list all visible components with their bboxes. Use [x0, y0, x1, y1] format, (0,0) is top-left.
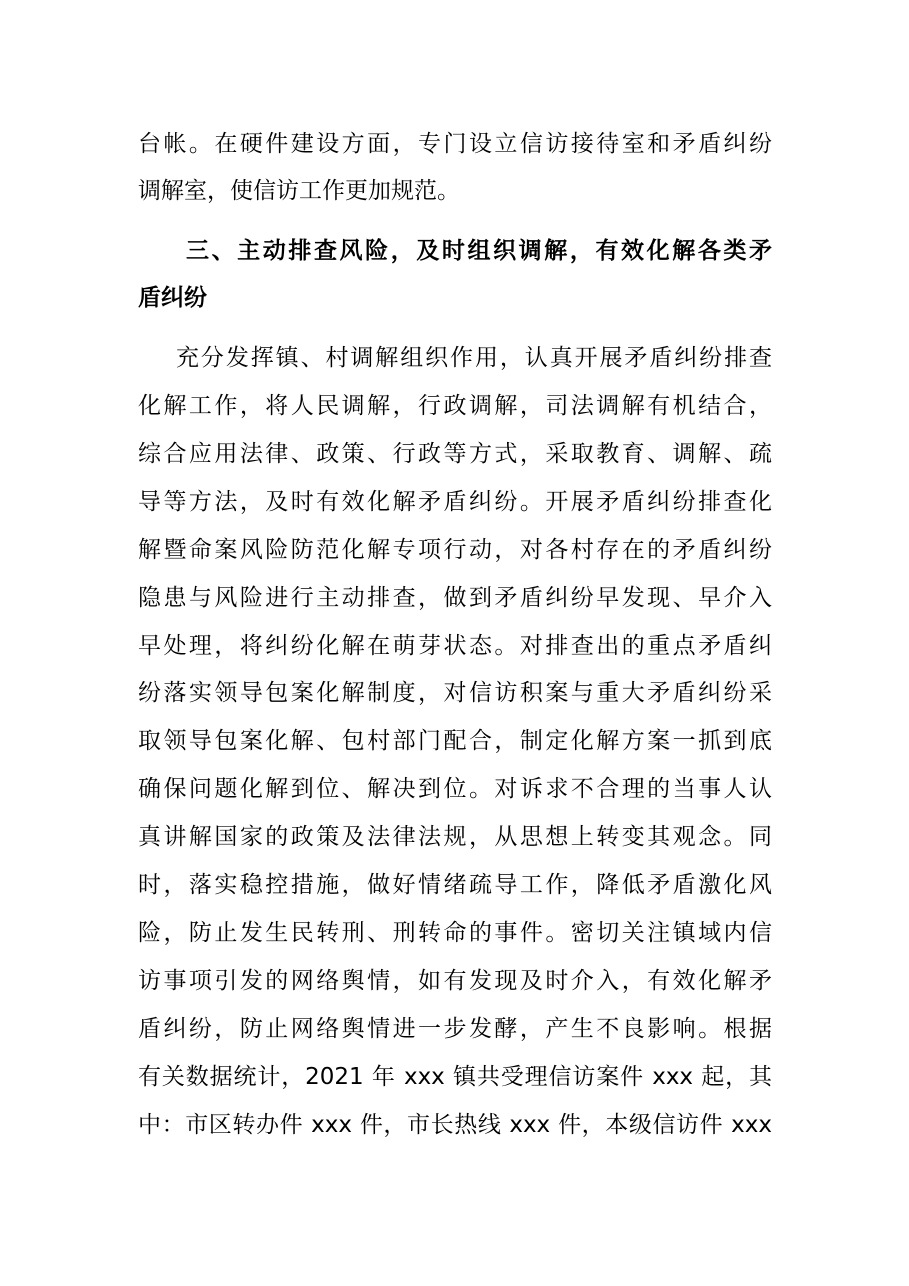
text-line: 险，防止发生民转刑、刑转命的事件。密切关注镇域内信 [138, 920, 772, 946]
text-line: 早处理，将纠纷化解在萌芽状态。对排查出的重点矛盾纠 [138, 633, 772, 659]
text-line: 解暨命案风险防范化解专项行动，对各村存在的矛盾纠纷 [138, 537, 772, 563]
text-line: 有关数据统计，2021 年 xxx 镇共受理信访案件 xxx 起，其 [138, 1064, 772, 1090]
text-line: 隐患与风险进行主动排查，做到矛盾纠纷早发现、早介入 [138, 585, 772, 611]
section-heading-line: 三、主动排查风险，及时组织调解，有效化解各类矛 [186, 238, 772, 264]
text-line: 调解室，使信访工作更加规范。 [138, 178, 460, 204]
text-line: 访事项引发的网络舆情，如有发现及时介入，有效化解矛 [138, 968, 772, 994]
text-line: 纷落实领导包案化解制度，对信访积案与重大矛盾纠纷采 [138, 680, 772, 706]
text-line: 综合应用法律、政策、行政等方式，采取教育、调解、疏 [138, 441, 772, 467]
text-line: 中：市区转办件 xxx 件，市长热线 xxx 件，本级信访件 xxx [138, 1112, 772, 1138]
section-heading-line: 盾纠纷 [138, 285, 207, 311]
text-line: 化解工作，将人民调解，行政调解，司法调解有机结合， [138, 393, 772, 419]
text-line: 真讲解国家的政策及法律法规，从思想上转变其观念。同 [138, 824, 772, 850]
text-line: 台帐。在硬件建设方面，专门设立信访接待室和矛盾纠纷 [138, 131, 772, 157]
text-line: 导等方法，及时有效化解矛盾纠纷。开展矛盾纠纷排查化 [138, 489, 772, 515]
text-line: 盾纠纷，防止网络舆情进一步发酵，产生不良影响。根据 [138, 1016, 772, 1042]
text-line: 确保问题化解到位、解决到位。对诉求不合理的当事人认 [138, 776, 772, 802]
text-line: 取领导包案化解、包村部门配合，制定化解方案一抓到底 [138, 728, 772, 754]
text-line: 充分发挥镇、村调解组织作用，认真开展矛盾纠纷排查 [176, 345, 772, 371]
text-line: 时，落实稳控措施，做好情绪疏导工作，降低矛盾激化风 [138, 872, 772, 898]
